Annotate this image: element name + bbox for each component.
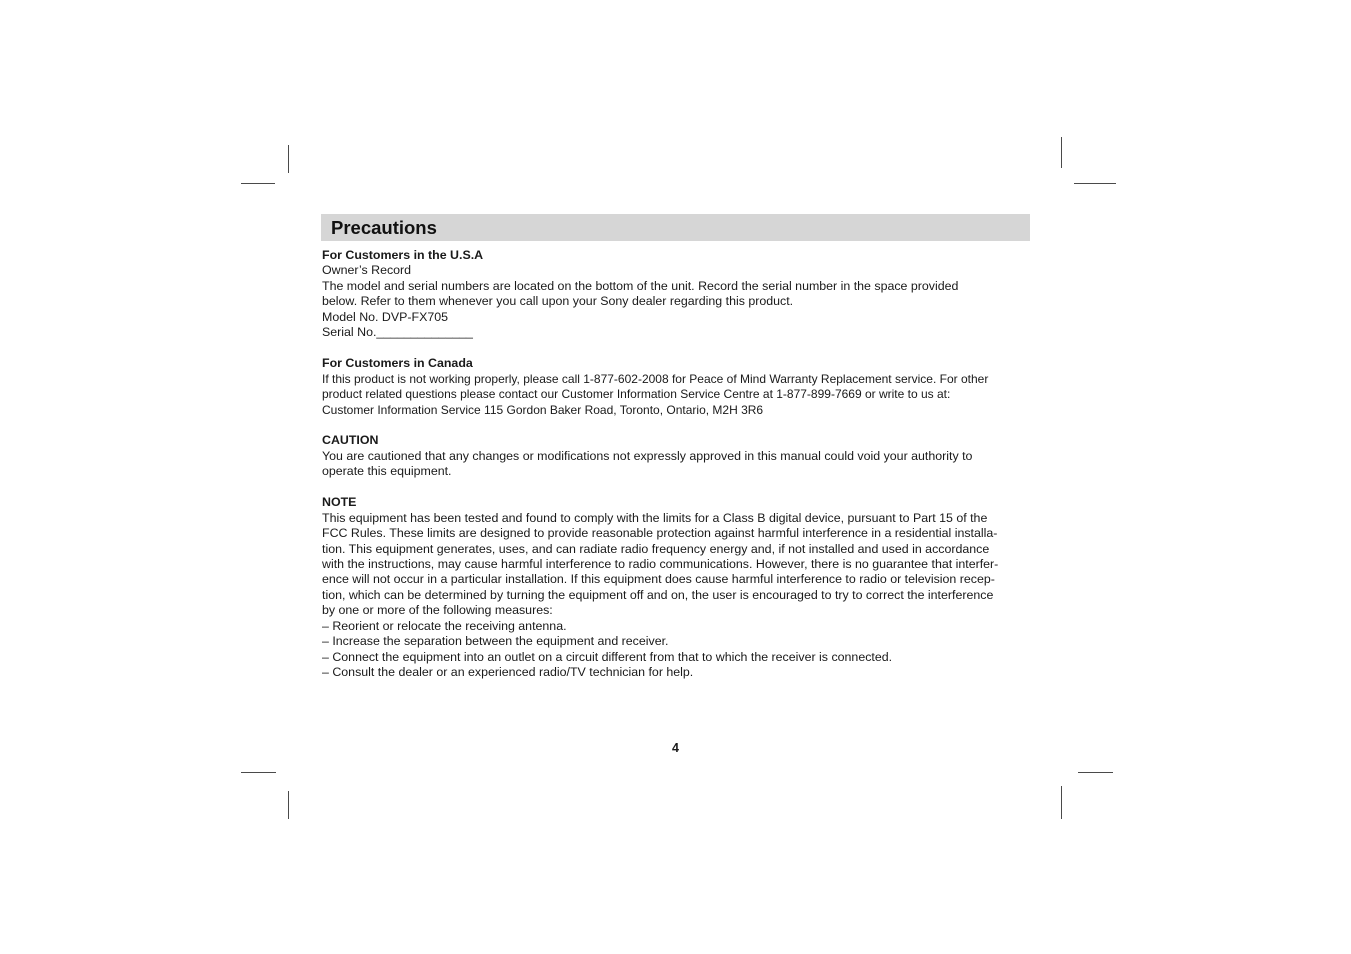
note-text-line: This equipment has been tested and found to comply with the limits for a Class B digital device, pursuant to Part 15 of the — [322, 510, 988, 525]
measure-item: – Connect the equipment into an outlet on a circuit different from that to which the receiver is connected. — [322, 649, 893, 664]
note-text-line: tion, which can be determined by turning the equipment off and on, the user is encouraged to try to correct the interference — [322, 587, 994, 602]
canada-heading: For Customers in Canada — [322, 356, 473, 371]
measure-item: – Increase the separation between the equipment and receiver. — [322, 634, 669, 649]
serial-number: Serial No.______________ — [322, 325, 473, 340]
precautions-content — [322, 248, 1030, 681]
note-text-line: FCC Rules. These limits are designed to provide reasonable protection against harmful interference in a residential installa- — [322, 526, 998, 541]
measure-item: – Reorient or relocate the receiving antenna. — [322, 618, 567, 633]
usa-heading: For Customers in the U.S.A — [322, 248, 484, 262]
measure-item: – Consult the dealer or an experienced radio/TV technician for help. — [322, 665, 694, 680]
owners-record: Owner’s Record — [322, 263, 412, 278]
caution-heading: CAUTION — [322, 433, 379, 448]
page-number: 4 — [672, 741, 679, 755]
crop-mark — [1078, 772, 1113, 773]
model-number: Model No. DVP-FX705 — [322, 309, 449, 324]
caution-text-line: operate this equipment. — [322, 464, 452, 479]
crop-mark — [241, 183, 275, 184]
crop-mark — [241, 772, 276, 773]
note-text-line: with the instructions, may cause harmful interference to radio communications. However, there is no guarantee that interfer- — [322, 557, 999, 572]
canada-text-line: If this product is not working properly, please call 1-877-602-2008 for Peace of Mind Warranty Replacement service. For other — [322, 371, 989, 386]
note-text-line: by one or more of the following measures: — [322, 603, 553, 618]
note-heading: NOTE — [322, 495, 357, 510]
crop-mark — [288, 145, 289, 173]
crop-mark — [1061, 786, 1062, 819]
note-text-line: ence will not occur in a particular installation. If this equipment does cause harmful interference to radio or television recep- — [322, 572, 995, 587]
crop-mark — [1061, 137, 1062, 168]
section-title-bar — [321, 214, 1030, 241]
note-text-line: tion. This equipment generates, uses, and can radiate radio frequency energy and, if not installed and used in accordance — [322, 541, 990, 556]
crop-mark — [1074, 183, 1116, 184]
usa-text-line: below. Refer to them whenever you call upon your Sony dealer regarding this product. — [322, 294, 794, 309]
usa-text-line: The model and serial numbers are located on the bottom of the unit. Record the serial number in the space provided — [322, 278, 959, 293]
caution-text-line: You are cautioned that any changes or modifications not expressly approved in this manual could void your authority to — [322, 448, 973, 463]
crop-mark — [288, 791, 289, 819]
canada-text-line: product related questions please contact our Customer Information Service Centre at 1-877-899-7669 or write to us at: — [322, 387, 951, 402]
page-title: Precautions — [331, 217, 437, 238]
canada-text-line: Customer Information Service 115 Gordon Baker Road, Toronto, Ontario, M2H 3R6 — [322, 402, 764, 417]
